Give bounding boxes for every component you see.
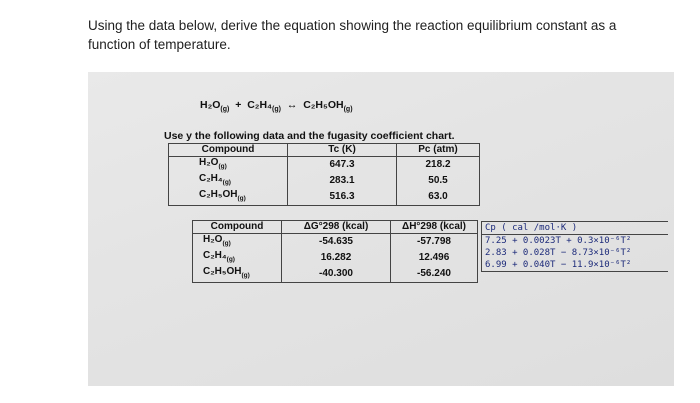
reactant-ethylene: C₂H₄ [247,99,273,111]
textbook-photo [88,72,674,386]
cp-row: 6.99 + 0.040T − 11.9×10⁻⁶T² [485,260,632,270]
table-row: $C_2H_4_{(g)}$ 16.282 12.496 [193,250,478,266]
table-row: $C_2H_5OH_{(g)}$ -40.300 -56.240 [193,266,478,283]
reaction-equation: $H_2O_{(g)} + C_2H_4_{(g)}$ ↔ $C_2H_5OH_{(g)}$ [200,99,353,114]
table-row: $H_2O_{(g)}$ 647.3 218.2 [169,157,480,174]
table-header-row: Compound ΔG°298 (kcal) ΔH°298 (kcal) [193,221,478,234]
critical-properties-table [168,143,480,206]
table-row: $C_2H_4_{(g)}$ 283.1 50.5 [169,173,480,189]
table-row: $H_2O_{(g)}$ -54.635 -57.798 [193,234,478,251]
handwritten-cp-column [481,221,668,272]
cp-row: 7.25 + 0.0023T + 0.3×10⁻⁶T² [485,236,632,246]
equilibrium-arrow: ↔ [286,99,298,111]
table-row: $C_2H_5OH_{(g)}$ 516.3 63.0 [169,189,480,206]
product-ethanol: C₂H₅OH [303,99,344,111]
cp-header: Cp ( cal /mol·K ) [482,222,668,235]
thermo-data-table [192,220,478,283]
cp-row: 2.83 + 0.028T − 8.73×10⁻⁶T² [485,248,632,258]
question-text: Using the data below, derive the equation showing the reaction equilibrium constant as a function of temperature. [88,18,617,52]
reactant-water: H₂O [200,99,221,111]
table-header-row: Compound Tc (K) Pc (atm) [169,144,480,157]
instruction-text: Use y the following data and the fugasity coefficient chart. [164,130,455,142]
